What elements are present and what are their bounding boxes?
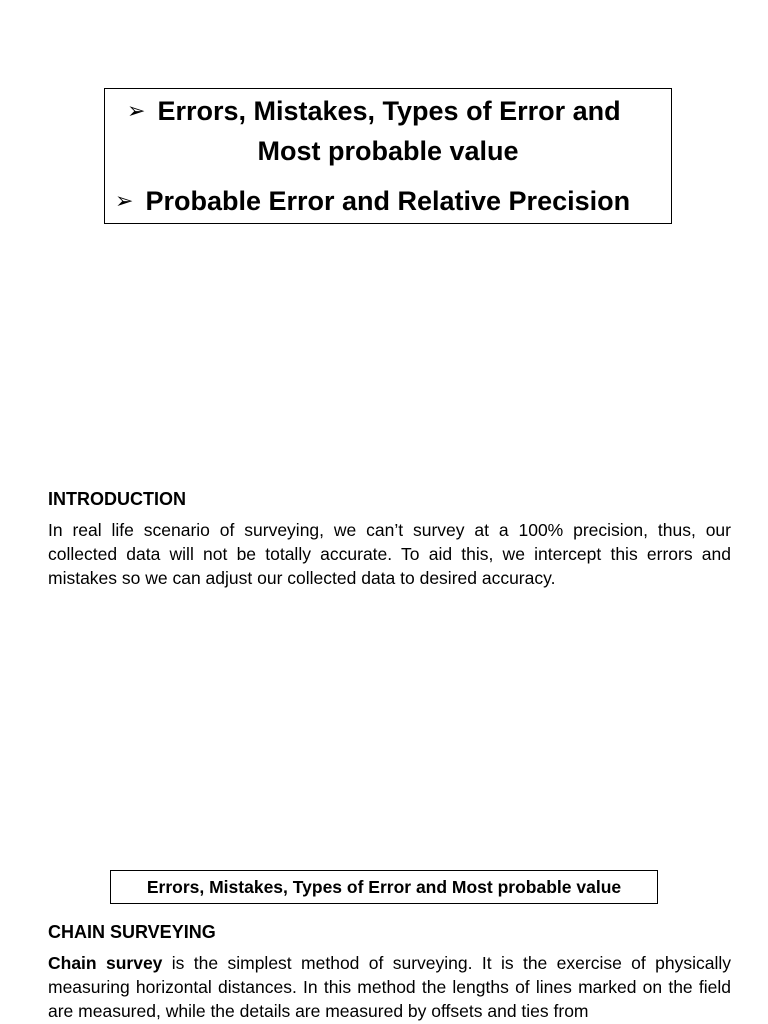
- introduction-paragraph: In real life scenario of surveying, we can’t survey at a 100% precision, thus, our collected data will not be totally accurate. To aid this, we intercept this errors and mistakes so we can adjust our collected data to desired accuracy.: [48, 520, 731, 588]
- chain-surveying-paragraph: [48, 951, 731, 1023]
- chain-surveying-text: is the simplest method of surveying. It is the exercise of physically measuring horizontal distances. In this method the lengths of lines marked on the field are measured, while the details are measured by offsets and ties from: [48, 953, 732, 1021]
- introduction-heading: INTRODUCTION: [48, 489, 186, 509]
- title-line-2-text: Probable Error and Relative Precision: [145, 186, 631, 216]
- title-box: [104, 88, 672, 224]
- section-title-box: Errors, Mistakes, Types of Error and Most probable value: [110, 870, 658, 904]
- title-line-2: [105, 185, 671, 217]
- title-line-1-text: Errors, Mistakes, Types of Error and: [157, 96, 621, 126]
- title-line-1: [105, 95, 671, 127]
- arrowhead-bullet-icon: ➢: [127, 98, 146, 123]
- arrowhead-bullet-icon: ➢: [115, 188, 134, 213]
- chain-survey-term: Chain survey: [48, 953, 163, 973]
- title-line-1-continuation: Most probable value: [257, 136, 519, 166]
- chain-surveying-heading: CHAIN SURVEYING: [48, 922, 216, 942]
